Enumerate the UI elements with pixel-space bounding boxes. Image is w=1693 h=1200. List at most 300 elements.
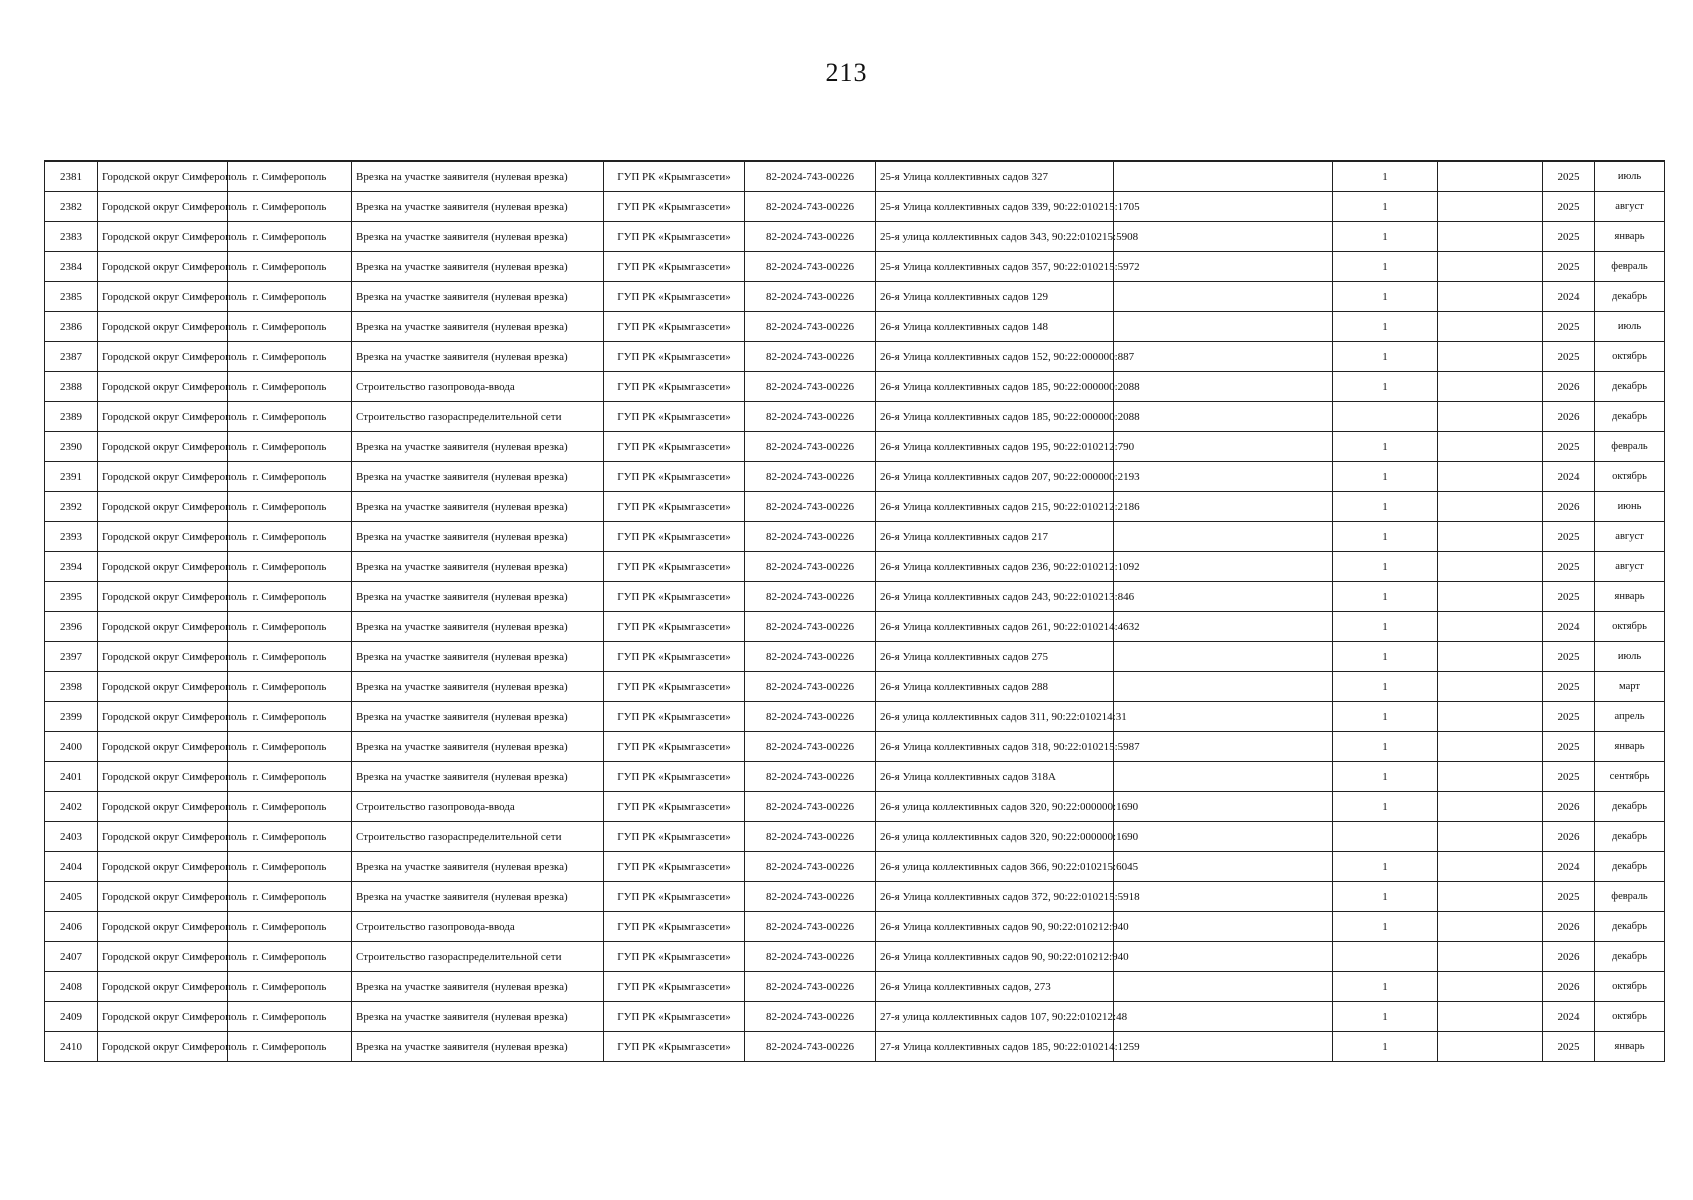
month-cell: март	[1595, 672, 1665, 702]
month-cell: декабрь	[1595, 402, 1665, 432]
table-row	[45, 1002, 1665, 1032]
district-cell: Городской округ Симферополь	[98, 912, 228, 942]
city-cell: г. Симферополь	[228, 402, 352, 432]
program-code-cell: 82-2024-743-00226	[745, 942, 876, 972]
year-cell: 2025	[1543, 342, 1595, 372]
table-row	[45, 372, 1665, 402]
month-cell: июнь	[1595, 492, 1665, 522]
organization-cell: ГУП РК «Крымгазсети»	[604, 852, 745, 882]
address-cell: 26-я Улица коллективных садов 148	[876, 312, 1114, 342]
program-code-cell: 82-2024-743-00226	[745, 432, 876, 462]
district-cell: Городской округ Симферополь	[98, 372, 228, 402]
month-cell: январь	[1595, 582, 1665, 612]
city-cell: г. Симферополь	[228, 882, 352, 912]
empty-cell	[1114, 912, 1333, 942]
district-cell: Городской округ Симферополь	[98, 612, 228, 642]
city-cell: г. Симферополь	[228, 1002, 352, 1032]
row-number-cell: 2389	[45, 402, 98, 432]
empty-cell	[1114, 972, 1333, 1002]
quantity-cell: 1	[1333, 282, 1438, 312]
program-code-cell: 82-2024-743-00226	[745, 372, 876, 402]
empty-cell	[1114, 642, 1333, 672]
empty-cell	[1438, 282, 1543, 312]
table-row	[45, 252, 1665, 282]
year-cell: 2024	[1543, 852, 1595, 882]
city-cell: г. Симферополь	[228, 161, 352, 192]
quantity-cell: 1	[1333, 1032, 1438, 1062]
address-cell: 26-я улица коллективных садов 320, 90:22:000000:1690	[876, 792, 1114, 822]
year-cell: 2025	[1543, 222, 1595, 252]
empty-cell	[1438, 432, 1543, 462]
program-code-cell: 82-2024-743-00226	[745, 192, 876, 222]
year-cell: 2024	[1543, 282, 1595, 312]
organization-cell: ГУП РК «Крымгазсети»	[604, 732, 745, 762]
organization-cell: ГУП РК «Крымгазсети»	[604, 372, 745, 402]
row-number-cell: 2392	[45, 492, 98, 522]
district-cell: Городской округ Симферополь	[98, 732, 228, 762]
empty-cell	[1114, 1032, 1333, 1062]
row-number-cell: 2390	[45, 432, 98, 462]
address-cell: 25-я Улица коллективных садов 327	[876, 161, 1114, 192]
organization-cell: ГУП РК «Крымгазсети»	[604, 552, 745, 582]
year-cell: 2025	[1543, 1032, 1595, 1062]
organization-cell: ГУП РК «Крымгазсети»	[604, 912, 745, 942]
row-number-cell: 2408	[45, 972, 98, 1002]
city-cell: г. Симферополь	[228, 642, 352, 672]
work-type-cell: Врезка на участке заявителя (нулевая врезка)	[352, 432, 604, 462]
empty-cell	[1114, 252, 1333, 282]
program-code-cell: 82-2024-743-00226	[745, 161, 876, 192]
work-type-cell: Врезка на участке заявителя (нулевая врезка)	[352, 462, 604, 492]
table-row	[45, 552, 1665, 582]
month-cell: декабрь	[1595, 912, 1665, 942]
quantity-cell	[1333, 942, 1438, 972]
year-cell: 2025	[1543, 702, 1595, 732]
district-cell: Городской округ Симферополь	[98, 942, 228, 972]
empty-cell	[1438, 852, 1543, 882]
district-cell: Городской округ Симферополь	[98, 402, 228, 432]
address-cell: 26-я Улица коллективных садов 185, 90:22:000000:2088	[876, 372, 1114, 402]
district-cell: Городской округ Симферополь	[98, 312, 228, 342]
empty-cell	[1114, 522, 1333, 552]
program-code-cell: 82-2024-743-00226	[745, 732, 876, 762]
month-cell: октябрь	[1595, 1002, 1665, 1032]
work-type-cell: Строительство газопровода-ввода	[352, 912, 604, 942]
city-cell: г. Симферополь	[228, 372, 352, 402]
empty-cell	[1114, 192, 1333, 222]
program-code-cell: 82-2024-743-00226	[745, 882, 876, 912]
work-type-cell: Врезка на участке заявителя (нулевая врезка)	[352, 342, 604, 372]
city-cell: г. Симферополь	[228, 1032, 352, 1062]
organization-cell: ГУП РК «Крымгазсети»	[604, 222, 745, 252]
address-cell: 26-я Улица коллективных садов 261, 90:22:010214:4632	[876, 612, 1114, 642]
quantity-cell: 1	[1333, 222, 1438, 252]
row-number-cell: 2403	[45, 822, 98, 852]
district-cell: Городской округ Симферополь	[98, 1032, 228, 1062]
row-number-cell: 2399	[45, 702, 98, 732]
district-cell: Городской округ Симферополь	[98, 462, 228, 492]
organization-cell: ГУП РК «Крымгазсети»	[604, 282, 745, 312]
address-cell: 26-я улица коллективных садов 366, 90:22:010215:6045	[876, 852, 1114, 882]
address-cell: 26-я улица коллективных садов 320, 90:22:000000:1690	[876, 822, 1114, 852]
empty-cell	[1438, 582, 1543, 612]
work-type-cell: Врезка на участке заявителя (нулевая врезка)	[352, 882, 604, 912]
empty-cell	[1114, 432, 1333, 462]
empty-cell	[1438, 1032, 1543, 1062]
month-cell: январь	[1595, 732, 1665, 762]
program-code-cell: 82-2024-743-00226	[745, 402, 876, 432]
district-cell: Городской округ Симферополь	[98, 582, 228, 612]
row-number-cell: 2384	[45, 252, 98, 282]
district-cell: Городской округ Симферополь	[98, 161, 228, 192]
month-cell: январь	[1595, 222, 1665, 252]
program-code-cell: 82-2024-743-00226	[745, 312, 876, 342]
table-row	[45, 522, 1665, 552]
year-cell: 2025	[1543, 192, 1595, 222]
year-cell: 2025	[1543, 252, 1595, 282]
row-number-cell: 2401	[45, 762, 98, 792]
organization-cell: ГУП РК «Крымгазсети»	[604, 161, 745, 192]
table-row	[45, 942, 1665, 972]
year-cell: 2025	[1543, 582, 1595, 612]
district-cell: Городской округ Симферополь	[98, 342, 228, 372]
address-cell: 26-я Улица коллективных садов, 273	[876, 972, 1114, 1002]
empty-cell	[1438, 312, 1543, 342]
month-cell: октябрь	[1595, 342, 1665, 372]
month-cell: октябрь	[1595, 612, 1665, 642]
quantity-cell: 1	[1333, 522, 1438, 552]
month-cell: август	[1595, 522, 1665, 552]
empty-cell	[1438, 372, 1543, 402]
quantity-cell: 1	[1333, 432, 1438, 462]
work-type-cell: Врезка на участке заявителя (нулевая врезка)	[352, 1032, 604, 1062]
row-number-cell: 2393	[45, 522, 98, 552]
district-cell: Городской округ Симферополь	[98, 492, 228, 522]
year-cell: 2024	[1543, 612, 1595, 642]
city-cell: г. Симферополь	[228, 732, 352, 762]
empty-cell	[1438, 942, 1543, 972]
quantity-cell: 1	[1333, 642, 1438, 672]
quantity-cell: 1	[1333, 732, 1438, 762]
page-number: 213	[825, 58, 868, 87]
empty-cell	[1114, 312, 1333, 342]
organization-cell: ГУП РК «Крымгазсети»	[604, 762, 745, 792]
work-type-cell: Врезка на участке заявителя (нулевая врезка)	[352, 282, 604, 312]
work-type-cell: Строительство газопровода-ввода	[352, 372, 604, 402]
city-cell: г. Симферополь	[228, 282, 352, 312]
program-code-cell: 82-2024-743-00226	[745, 252, 876, 282]
organization-cell: ГУП РК «Крымгазсети»	[604, 252, 745, 282]
district-cell: Городской округ Симферополь	[98, 552, 228, 582]
city-cell: г. Симферополь	[228, 492, 352, 522]
organization-cell: ГУП РК «Крымгазсети»	[604, 1002, 745, 1032]
year-cell: 2026	[1543, 372, 1595, 402]
row-number-cell: 2398	[45, 672, 98, 702]
work-type-cell: Врезка на участке заявителя (нулевая врезка)	[352, 642, 604, 672]
address-cell: 25-я Улица коллективных садов 357, 90:22:010215:5972	[876, 252, 1114, 282]
address-cell: 26-я Улица коллективных садов 275	[876, 642, 1114, 672]
organization-cell: ГУП РК «Крымгазсети»	[604, 192, 745, 222]
organization-cell: ГУП РК «Крымгазсети»	[604, 342, 745, 372]
work-type-cell: Врезка на участке заявителя (нулевая врезка)	[352, 672, 604, 702]
district-cell: Городской округ Симферополь	[98, 252, 228, 282]
district-cell: Городской округ Симферополь	[98, 762, 228, 792]
empty-cell	[1438, 612, 1543, 642]
empty-cell	[1114, 852, 1333, 882]
organization-cell: ГУП РК «Крымгазсети»	[604, 462, 745, 492]
city-cell: г. Симферополь	[228, 672, 352, 702]
row-number-cell: 2406	[45, 912, 98, 942]
quantity-cell: 1	[1333, 192, 1438, 222]
organization-cell: ГУП РК «Крымгазсети»	[604, 432, 745, 462]
row-number-cell: 2391	[45, 462, 98, 492]
program-code-cell: 82-2024-743-00226	[745, 792, 876, 822]
empty-cell	[1438, 762, 1543, 792]
empty-cell	[1438, 222, 1543, 252]
organization-cell: ГУП РК «Крымгазсети»	[604, 882, 745, 912]
month-cell: декабрь	[1595, 372, 1665, 402]
organization-cell: ГУП РК «Крымгазсети»	[604, 822, 745, 852]
empty-cell	[1114, 1002, 1333, 1032]
month-cell: декабрь	[1595, 792, 1665, 822]
table-row	[45, 1032, 1665, 1062]
year-cell: 2025	[1543, 642, 1595, 672]
empty-cell	[1438, 252, 1543, 282]
organization-cell: ГУП РК «Крымгазсети»	[604, 702, 745, 732]
year-cell: 2025	[1543, 432, 1595, 462]
row-number-cell: 2394	[45, 552, 98, 582]
city-cell: г. Симферополь	[228, 312, 352, 342]
district-cell: Городской округ Симферополь	[98, 672, 228, 702]
district-cell: Городской округ Симферополь	[98, 972, 228, 1002]
program-code-cell: 82-2024-743-00226	[745, 972, 876, 1002]
row-number-cell: 2383	[45, 222, 98, 252]
work-type-cell: Врезка на участке заявителя (нулевая врезка)	[352, 222, 604, 252]
quantity-cell: 1	[1333, 552, 1438, 582]
program-code-cell: 82-2024-743-00226	[745, 582, 876, 612]
city-cell: г. Симферополь	[228, 522, 352, 552]
program-code-cell: 82-2024-743-00226	[745, 282, 876, 312]
table-body	[45, 161, 1665, 1062]
row-number-cell: 2386	[45, 312, 98, 342]
table-row	[45, 222, 1665, 252]
empty-cell	[1438, 402, 1543, 432]
quantity-cell: 1	[1333, 672, 1438, 702]
address-cell: 25-я улица коллективных садов 343, 90:22:010215:5908	[876, 222, 1114, 252]
address-cell: 26-я Улица коллективных садов 185, 90:22:000000:2088	[876, 402, 1114, 432]
year-cell: 2026	[1543, 402, 1595, 432]
works-table	[44, 160, 1665, 1062]
district-cell: Городской округ Симферополь	[98, 522, 228, 552]
program-code-cell: 82-2024-743-00226	[745, 642, 876, 672]
year-cell: 2024	[1543, 1002, 1595, 1032]
address-cell: 26-я Улица коллективных садов 288	[876, 672, 1114, 702]
year-cell: 2025	[1543, 732, 1595, 762]
organization-cell: ГУП РК «Крымгазсети»	[604, 792, 745, 822]
table-row	[45, 462, 1665, 492]
month-cell: октябрь	[1595, 462, 1665, 492]
year-cell: 2026	[1543, 822, 1595, 852]
program-code-cell: 82-2024-743-00226	[745, 672, 876, 702]
empty-cell	[1438, 462, 1543, 492]
city-cell: г. Симферополь	[228, 252, 352, 282]
row-number-cell: 2397	[45, 642, 98, 672]
program-code-cell: 82-2024-743-00226	[745, 1032, 876, 1062]
quantity-cell: 1	[1333, 852, 1438, 882]
city-cell: г. Симферополь	[228, 942, 352, 972]
quantity-cell: 1	[1333, 492, 1438, 522]
work-type-cell: Врезка на участке заявителя (нулевая врезка)	[352, 582, 604, 612]
row-number-cell: 2395	[45, 582, 98, 612]
table-row	[45, 642, 1665, 672]
month-cell: сентябрь	[1595, 762, 1665, 792]
row-number-cell: 2388	[45, 372, 98, 402]
table-row	[45, 672, 1665, 702]
table-row	[45, 402, 1665, 432]
month-cell: февраль	[1595, 432, 1665, 462]
city-cell: г. Симферополь	[228, 552, 352, 582]
empty-cell	[1114, 702, 1333, 732]
district-cell: Городской округ Симферополь	[98, 222, 228, 252]
row-number-cell: 2409	[45, 1002, 98, 1032]
empty-cell	[1438, 1002, 1543, 1032]
organization-cell: ГУП РК «Крымгазсети»	[604, 492, 745, 522]
row-number-cell: 2404	[45, 852, 98, 882]
district-cell: Городской округ Симферополь	[98, 792, 228, 822]
organization-cell: ГУП РК «Крымгазсети»	[604, 312, 745, 342]
work-type-cell: Врезка на участке заявителя (нулевая врезка)	[352, 612, 604, 642]
district-cell: Городской округ Симферополь	[98, 642, 228, 672]
work-type-cell: Врезка на участке заявителя (нулевая врезка)	[352, 252, 604, 282]
work-type-cell: Врезка на участке заявителя (нулевая врезка)	[352, 762, 604, 792]
district-cell: Городской округ Симферополь	[98, 702, 228, 732]
program-code-cell: 82-2024-743-00226	[745, 522, 876, 552]
address-cell: 26-я Улица коллективных садов 236, 90:22:010212:1092	[876, 552, 1114, 582]
program-code-cell: 82-2024-743-00226	[745, 822, 876, 852]
table-row	[45, 912, 1665, 942]
work-type-cell: Врезка на участке заявителя (нулевая врезка)	[352, 522, 604, 552]
empty-cell	[1438, 882, 1543, 912]
empty-cell	[1438, 912, 1543, 942]
quantity-cell: 1	[1333, 161, 1438, 192]
program-code-cell: 82-2024-743-00226	[745, 852, 876, 882]
year-cell: 2026	[1543, 942, 1595, 972]
program-code-cell: 82-2024-743-00226	[745, 912, 876, 942]
empty-cell	[1114, 282, 1333, 312]
work-type-cell: Врезка на участке заявителя (нулевая врезка)	[352, 702, 604, 732]
empty-cell	[1114, 552, 1333, 582]
empty-cell	[1438, 672, 1543, 702]
month-cell: декабрь	[1595, 852, 1665, 882]
table-row	[45, 192, 1665, 222]
address-cell: 26-я Улица коллективных садов 318А	[876, 762, 1114, 792]
district-cell: Городской округ Симферополь	[98, 1002, 228, 1032]
quantity-cell: 1	[1333, 462, 1438, 492]
year-cell: 2025	[1543, 552, 1595, 582]
year-cell: 2024	[1543, 462, 1595, 492]
work-type-cell: Врезка на участке заявителя (нулевая врезка)	[352, 492, 604, 522]
city-cell: г. Симферополь	[228, 222, 352, 252]
city-cell: г. Симферополь	[228, 762, 352, 792]
district-cell: Городской округ Симферополь	[98, 192, 228, 222]
address-cell: 27-я улица коллективных садов 107, 90:22:010212:48	[876, 1002, 1114, 1032]
month-cell: декабрь	[1595, 822, 1665, 852]
empty-cell	[1114, 792, 1333, 822]
work-type-cell: Врезка на участке заявителя (нулевая врезка)	[352, 192, 604, 222]
empty-cell	[1438, 342, 1543, 372]
quantity-cell: 1	[1333, 882, 1438, 912]
month-cell: август	[1595, 552, 1665, 582]
organization-cell: ГУП РК «Крымгазсети»	[604, 522, 745, 552]
quantity-cell: 1	[1333, 1002, 1438, 1032]
quantity-cell: 1	[1333, 762, 1438, 792]
empty-cell	[1114, 942, 1333, 972]
table-row	[45, 582, 1665, 612]
month-cell: апрель	[1595, 702, 1665, 732]
table-row	[45, 882, 1665, 912]
table-row	[45, 732, 1665, 762]
year-cell: 2026	[1543, 972, 1595, 1002]
year-cell: 2025	[1543, 882, 1595, 912]
empty-cell	[1114, 762, 1333, 792]
quantity-cell: 1	[1333, 912, 1438, 942]
address-cell: 26-я Улица коллективных садов 90, 90:22:010212:940	[876, 912, 1114, 942]
empty-cell	[1438, 552, 1543, 582]
table-row	[45, 282, 1665, 312]
year-cell: 2025	[1543, 522, 1595, 552]
city-cell: г. Симферополь	[228, 972, 352, 1002]
city-cell: г. Симферополь	[228, 912, 352, 942]
table-row	[45, 822, 1665, 852]
month-cell: июль	[1595, 642, 1665, 672]
empty-cell	[1114, 582, 1333, 612]
month-cell: июль	[1595, 312, 1665, 342]
work-type-cell: Строительство газораспределительной сети	[352, 822, 604, 852]
quantity-cell	[1333, 822, 1438, 852]
organization-cell: ГУП РК «Крымгазсети»	[604, 612, 745, 642]
table-row	[45, 762, 1665, 792]
month-cell: февраль	[1595, 252, 1665, 282]
quantity-cell: 1	[1333, 342, 1438, 372]
table-row	[45, 852, 1665, 882]
table-row	[45, 161, 1665, 192]
year-cell: 2025	[1543, 161, 1595, 192]
month-cell: август	[1595, 192, 1665, 222]
program-code-cell: 82-2024-743-00226	[745, 762, 876, 792]
program-code-cell: 82-2024-743-00226	[745, 222, 876, 252]
month-cell: декабрь	[1595, 282, 1665, 312]
quantity-cell: 1	[1333, 792, 1438, 822]
program-code-cell: 82-2024-743-00226	[745, 1002, 876, 1032]
empty-cell	[1438, 822, 1543, 852]
district-cell: Городской округ Симферополь	[98, 882, 228, 912]
address-cell: 26-я Улица коллективных садов 195, 90:22:010212:790	[876, 432, 1114, 462]
quantity-cell: 1	[1333, 972, 1438, 1002]
month-cell: октябрь	[1595, 972, 1665, 1002]
empty-cell	[1114, 882, 1333, 912]
table-row	[45, 792, 1665, 822]
city-cell: г. Симферополь	[228, 582, 352, 612]
city-cell: г. Симферополь	[228, 192, 352, 222]
empty-cell	[1438, 522, 1543, 552]
empty-cell	[1438, 492, 1543, 522]
month-cell: июль	[1595, 161, 1665, 192]
table-row	[45, 432, 1665, 462]
city-cell: г. Симферополь	[228, 822, 352, 852]
month-cell: январь	[1595, 1032, 1665, 1062]
quantity-cell: 1	[1333, 702, 1438, 732]
quantity-cell	[1333, 402, 1438, 432]
